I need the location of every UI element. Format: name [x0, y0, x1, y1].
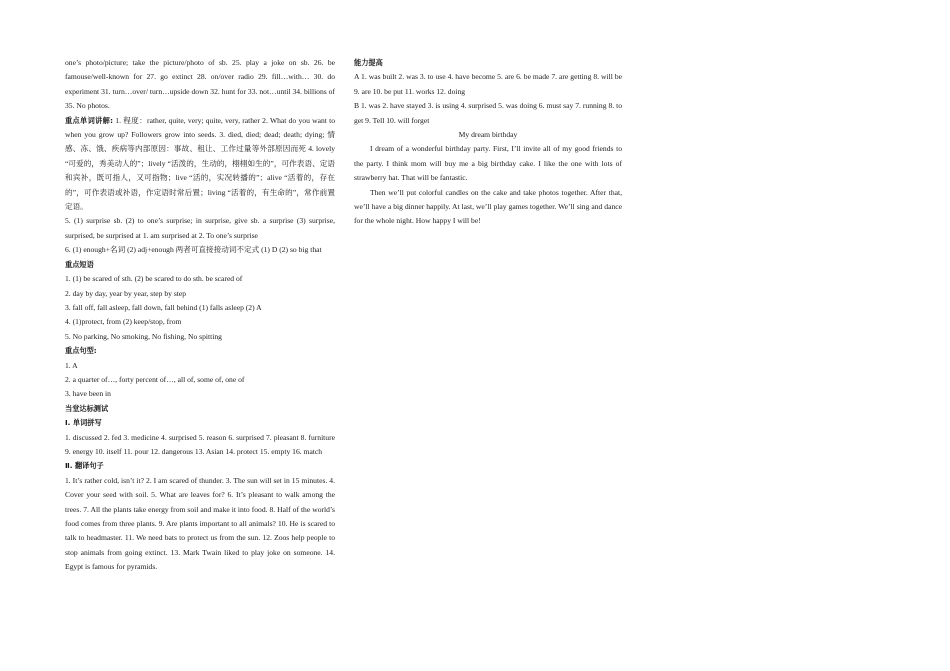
vocab-heading: 重点单词讲解: — [65, 115, 114, 125]
spell-heading: Ⅰ. 单词拼写 — [65, 418, 102, 428]
left-column — [65, 56, 335, 575]
sentence-line: 3. have been in — [65, 389, 111, 399]
phrase-line: 2. day by day, year by year, step by step — [65, 288, 187, 298]
phrase-line: 5. No parking, No smoking, No fishing, No spitting — [65, 331, 222, 341]
translate-heading: Ⅱ. 翻译句子 — [65, 461, 104, 471]
section-b-answers: B 1. was 2. have stayed 3. is using 4. surprised 5. was doing 6. must say 7. running 8. to get 9. Tell 10. will forget — [354, 101, 622, 125]
essay-paragraph: Then we’ll put colorful candles on the cake and take photos together. After that, we’ll have a big dinner happily. At last, we’ll play games together. We’ll sing and dance for the whole night. How happy I will be! — [354, 187, 622, 226]
phrase-line: 1. (1) be scared of sth. (2) be scared to do sth. be scared of — [65, 274, 243, 284]
test-heading: 当堂达标测试 — [65, 403, 109, 413]
translate-answers: 1. It’s rather cold, isn’t it? 2. I am scared of thunder. 3. The sun will set in 15 minutes. 4. Cover your seed with soil. 5. What are leaves for? 6. It’s pleasant to walk among the trees. 7. All the plants take energy from soil and make it into food. 8. Half of the world’s food comes from three plants. 9. Are plants important to all animals? 10. He is scared to talk to headmaster. 11. We need bats to protect us from the sun. 12. Zoos help people to stop animals from going extinct. 13. Mark Twain liked to play joke on someone. 14. Egypt is famous for pyramids. — [65, 475, 335, 572]
vocab-paragraph — [65, 114, 335, 215]
essay-paragraph: I dream of a wonderful birthday party. First, I’ll invite all of my good friends to the party. I think mom will buy me a big birthday cake. I like the one with lots of strawberry hat. That will be fantastic. — [354, 144, 622, 183]
ability-heading: 能力提高 — [354, 58, 383, 67]
spell-answers: 1. discussed 2. fed 3. medicine 4. surprised 5. reason 6. surprised 7. pleasant 8. furniture 9. energy 10. itself 11. pour 12. dangerous 13. Asian 14. protect 15. empty 16. match — [65, 432, 335, 456]
phrase-heading: 重点短语 — [65, 259, 94, 269]
right-column — [354, 56, 622, 229]
sentence-line: 1. A — [65, 360, 78, 370]
sentence-line: 2. a quarter of…, forty percent of…, all of, some of, one of — [65, 374, 245, 384]
intro-paragraph: one’s photo/picture; take the picture/photo of sb. 25. play a joke on sb. 26. be famouse/well-known for 27. go extinct 28. on/over radio 29. fill…with… 30. do experiment 31. turn…over/ turn…upside down 32. hunt for 33. not…until 34. billions of 35. No photos. — [65, 58, 335, 111]
vocab-item-6: 6. (1) enough+名词 (2) adj+enough 两者可直接接动词不定式 (1) D (2) so big that — [65, 245, 322, 255]
vocab-text: 1. 程度：rather, quite, very; quite, very, rather 2. What do you want to when you grow up? Followers grow into seeds. 3. died, died; dead; death; dying; 情感、冻、饿、疾病等内部原因：事故、租让、工作过量等外部原因而死 4. lovely “可爱的，秀美动人的”；lively “活泼的，生动的，栩栩如生的”，可作表语、定语和宾补，既可指人，又可指物；live “活的，实况转播的”；alive “活着的，存在的”，可作表语或补语，作定语时常后置；living “活着的，有生命的”，常作前置定语。 — [65, 115, 336, 212]
section-a-answers: A 1. was built 2. was 3. to use 4. have become 5. are 6. be made 7. are getting 8. will be 9. are 10. be put 11. works 12. doing — [354, 72, 622, 96]
phrase-line: 4. (1)protect, from (2) keep/stop, from — [65, 317, 182, 327]
phrase-line: 3. fall off, fall asleep, fall down, fall behind (1) falls asleep (2) A — [65, 302, 262, 312]
vocab-item-5: 5. (1) surprise sb. (2) to one’s surprise; in surprise, give sb. a surprise (3) surprise, surprised, be surprised at 1. am surprised at 2. To one’s surprise — [65, 216, 335, 240]
essay-title: My dream birthday — [458, 130, 518, 140]
sentence-heading: 重点句型: — [65, 346, 97, 356]
